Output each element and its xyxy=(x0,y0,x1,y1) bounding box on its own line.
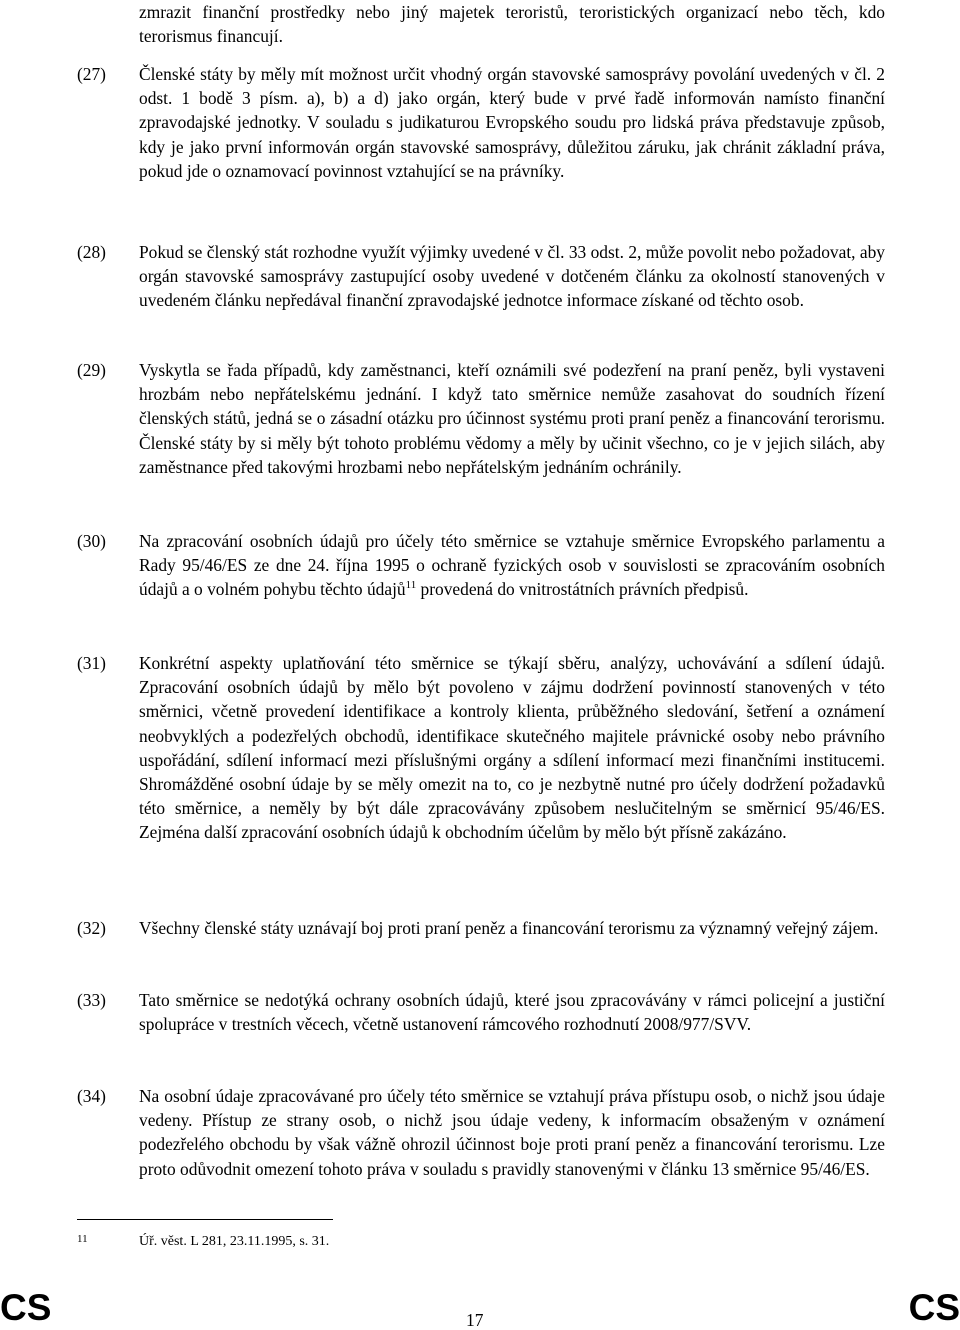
paragraph-text xyxy=(139,529,885,602)
footnote xyxy=(77,1232,577,1252)
paragraph-text: Členské státy by měly mít možnost určit vhodný orgán stavovské samosprávy povolání uvedených v čl. 2 odst. 1 bodě 3 písm. a), b) a d) jako orgán, který bude v prvé řadě informován namísto finanční zpravodajské jednotky. V souladu s judikaturou Evropského soudu pro lidská práva představuje způsob, kdy je jako první informován orgán stavovské samosprávy, důležitou záruku, jak chránit základní práva, pokud jde o oznamovací povinnost vztahující se na právníky. xyxy=(139,64,885,181)
paragraph-text-main: Na zpracování osobních údajů pro účely této směrnice se vztahuje směrnice Evropského parlamentu a Rady 95/46/ES ze dne 24. října 1995 o ochraně fyzických osob v souvislosti se zpracováním osobních údajů a o volném pohybu těchto údajů xyxy=(139,531,885,600)
paragraph-number: (28) xyxy=(77,242,106,262)
paragraph-text: Tato směrnice se nedotýká ochrany osobních údajů, které jsou zpracovávány v rámci policejní a justiční spolupráce v trestních věcech, včetně ustanovení rámcového rozhodnutí 2008/977/SVV. xyxy=(139,990,885,1035)
paragraph-27 xyxy=(77,62,885,183)
paragraph-text: Na osobní údaje zpracovávané pro účely této směrnice se vztahují práva přístupu osob, o nichž jsou údaje vedeny. Přístup ze strany osob, o nichž jsou údaje vedeny, k informacím obsaženým v oznámení podezřelého obchodu by však vážně ohrozil účinnost boje proti praní peněz a financování terorismu. Lze proto odůvodnit omezení tohoto práva v souladu s pravidly stanovenými v článku 13 směrnice 95/46/ES. xyxy=(139,1086,885,1179)
footnote-text: Úř. věst. L 281, 23.11.1995, s. 31. xyxy=(139,1234,330,1249)
paragraph-number: (29) xyxy=(77,360,106,380)
paragraph-text-tail: provedená do vnitrostátních právních předpisů. xyxy=(416,579,749,600)
paragraph-number: (34) xyxy=(77,1086,106,1106)
footnote-reference: 11 xyxy=(405,579,417,592)
paragraph-number: (30) xyxy=(77,531,106,551)
footnote-separator xyxy=(77,1219,333,1220)
paragraph-text: Pokud se členský stát rozhodne využít výjimky uvedené v čl. 33 odst. 2, může povolit nebo požadovat, aby orgán stavovské samosprávy zastupující osoby uvedené v dotčeném článku za okolností stanovených v uvedeném článku nepředával finanční zpravodajské jednotce informace získané od těchto osob. xyxy=(139,242,885,311)
language-code-left: CS xyxy=(0,1287,52,1328)
page-number: 17 xyxy=(466,1310,484,1330)
paragraph-32 xyxy=(77,916,885,940)
paragraph-28 xyxy=(77,240,885,313)
paragraph-29 xyxy=(77,358,885,479)
paragraph-number: (32) xyxy=(77,918,106,938)
footnote-number: 11 xyxy=(77,1233,88,1245)
paragraph-number: (33) xyxy=(77,990,106,1010)
paragraph-30 xyxy=(77,529,885,602)
continuation-text: zmrazit finanční prostředky nebo jiný majetek teroristů, teroristických organizací nebo těch, kdo terorismus financují. xyxy=(139,2,885,47)
paragraph-text: Všechny členské státy uznávají boj proti praní peněz a financování terorismu za významný veřejný zájem. xyxy=(139,918,879,938)
paragraph-text: Vyskytla se řada případů, kdy zaměstnanci, kteří oznámili své podezření na praní peněz, byli vystaveni hrozbám nebo nepřátelskému jednání. I když tato směrnice nemůže zasahovat do soudních řízení členských států, jedná se o zásadní otázku pro účinnost systému proti praní peněz a financování terorismu. Členské státy by si měly být tohoto problému vědomy a měly by učinit všechno, co je v jejich silách, aby zaměstnance před takovými hrozbami nebo nepřátelským jednáním ochránily. xyxy=(139,360,885,477)
paragraph-34 xyxy=(77,1084,885,1181)
paragraph-31 xyxy=(77,651,885,845)
paragraph-number: (27) xyxy=(77,64,106,84)
paragraph-text: Konkrétní aspekty uplatňování této směrnice se týkají sběru, analýzy, uchovávání a sdílení údajů. Zpracování osobních údajů by mělo být povoleno v zájmu dodržení povinností stanovených v této směrnici, včetně provedení identifikace a kontroly klienta, průběžného sledování, šetření a oznámení neobvyklých a podezřelých obchodů, identifikace skutečného majitele právnické osoby nebo právního uspořádání, sdílení informací mezi příslušnými orgány a sdílení informací mezi finančními institucemi. Shromážděné osobní údaje by se měly omezit na to, co je nezbytně nutné pro účely dodržení požadavků této směrnice, a neměly by být dále zpracovávány způsobem neslučitelným se směrnicí 95/46/ES. Zejména další zpracování osobních údajů k obchodním účelům by mělo být přísně zakázáno. xyxy=(139,653,885,843)
paragraph-33 xyxy=(77,988,885,1036)
language-code-right: CS xyxy=(908,1287,960,1328)
paragraph-number: (31) xyxy=(77,653,106,673)
